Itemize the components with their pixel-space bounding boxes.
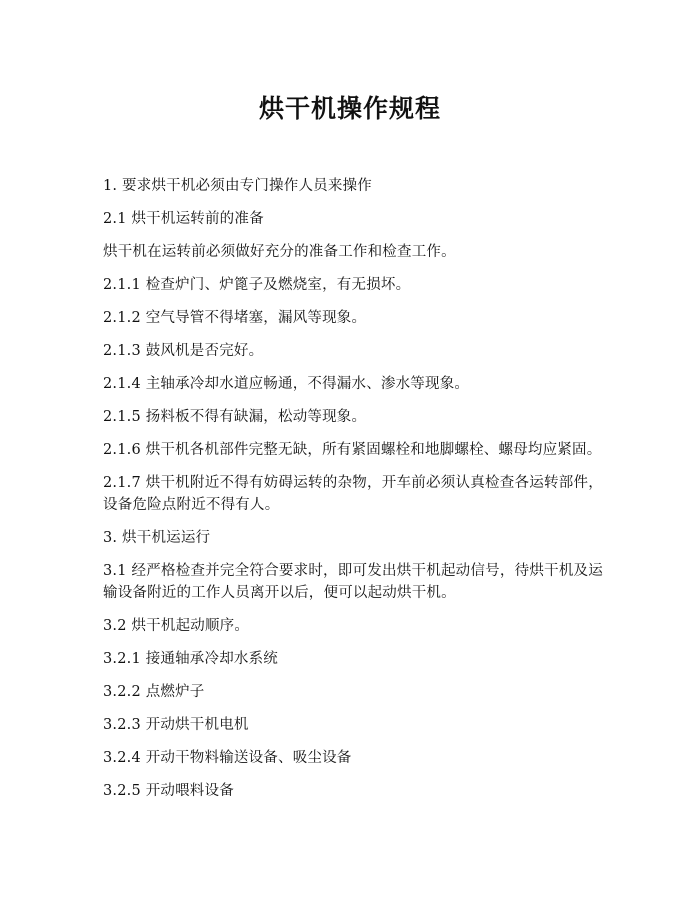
paragraph: 2.1 烘干机运转前的准备 (103, 211, 264, 227)
paragraph: 烘干机在运转前必须做好充分的准备工作和检查工作。 (103, 244, 456, 260)
paragraph: 2.1.7 烘干机附近不得有妨碍运转的杂物，开车前必须认真检查各运转部件，设备危险点附近不得有人。 (103, 475, 603, 513)
paragraph: 3.2.2 点燃炉子 (103, 684, 205, 700)
document-body (103, 175, 603, 813)
paragraph: 2.1.3 鼓风机是否完好。 (103, 343, 264, 359)
paragraph: 3.2.4 开动干物料输送设备、吸尘设备 (103, 750, 352, 766)
paragraph: 3.2.1 接通轴承冷却水系统 (103, 651, 279, 667)
paragraph: 2.1.6 烘干机各机部件完整无缺，所有紧固螺栓和地脚螺栓、螺母均应紧固。 (103, 442, 602, 458)
paragraph: 2.1.2 空气导管不得堵塞，漏风等现象。 (103, 310, 367, 326)
paragraph: 3.2.5 开动喂料设备 (103, 783, 234, 799)
paragraph: 2.1.4 主轴承冷却水道应畅通，不得漏水、渗水等现象。 (103, 376, 470, 392)
document-title: 烘干机操作规程 (258, 94, 441, 123)
paragraph: 3. 烘干机运运行 (103, 530, 211, 546)
paragraph: 3.2 烘干机起动顺序。 (103, 618, 250, 634)
paragraph: 2.1.1 检查炉门、炉篦子及燃烧室，有无损坏。 (103, 277, 411, 293)
paragraph: 3.1 经严格检查并完全符合要求时，即可发出烘干机起动信号，待烘干机及运输设备附近的工作人员离开以后，便可以起动烘干机。 (103, 563, 603, 601)
paragraph: 3.2.3 开动烘干机电机 (103, 717, 249, 733)
paragraph: 2.1.5 扬料板不得有缺漏，松动等现象。 (103, 409, 367, 425)
paragraph: 1. 要求烘干机必须由专门操作人员来操作 (103, 178, 372, 194)
